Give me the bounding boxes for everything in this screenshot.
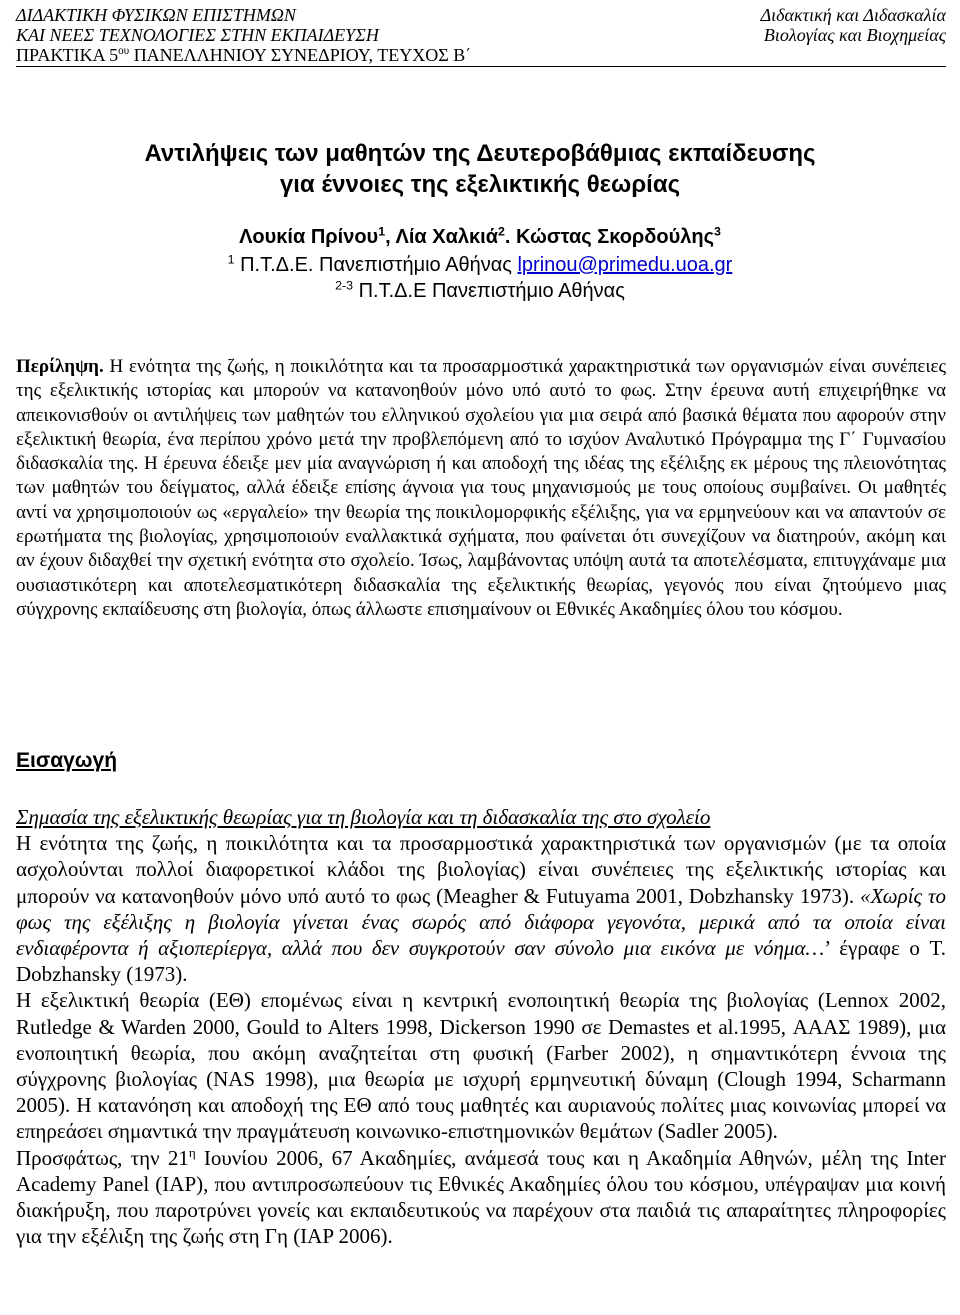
running-header <box>16 5 946 67</box>
author-list: Λουκία Πρίνου$^1$, Λία Χαλκιά$^2$. Κώστας Σκορδούλης$^3$ <box>239 224 721 248</box>
affiliation-1: $^1$ Π.Τ.Δ.Ε. Πανεπιστήμιο Αθήνας lprinou@primedu.uoa.gr <box>227 252 733 276</box>
abstract-label: Περίληψη. <box>16 356 104 377</box>
affiliation-2: $^{2-3}$ Π.Τ.Δ.Ε Πανεπιστήμιο Αθήνας <box>335 278 625 302</box>
section-heading-introduction: Εισαγωγή <box>16 749 118 772</box>
header-section-line-1: Διδακτική και Διδασκαλία <box>760 5 946 25</box>
header-line-1: ΔΙΔΑΚΤΙΚΗ ΦΥΣΙΚΩΝ ΕΠΙΣΤΗΜΩΝ <box>16 5 296 25</box>
header-section-info <box>761 5 946 45</box>
introduction-body <box>16 804 946 1249</box>
paragraph-2: Η εξελικτική θεωρία (ΕΘ) επομένως είναι η κεντρική ενοποιητική θεωρία της βιολογίας (Lennox 2002, Rutledge & Warden 2000, Gould to Alters 1998, Dickerson 1990 σε Demastes et al.1995, ΑΑΑΣ 1989), μια ενοποιητική θεωρία, που ακόμη αναζητείται στη φυσική (Farber 2002), η σημαντικότερη έννοια της σύγχρονης βιολογίας (NAS 1998), μια θεωρία με ισχυρή ερμηνευτική δύναμη (Clough 1994, Scharmann 2005). Η κατανόηση και αποδοχή της ΕΘ από τους μαθητές και αυριανούς πολίτες μιας κοινωνίας μπορεί να επηρεάσει σημαντικά την πραγμάτευση κοινωνικο-επιστημονικών θεμάτων (Sadler 2005). <box>16 988 946 1144</box>
dobzhansky-quote: «Χωρίς το φως της εξέλιξης η βιολογία γίνεται ένας σωρός από διάφορα γεγονότα, μερικά από τα οποία είναι ενδιαφέροντα ή αξιοπερίεργα, αλλά που δεν συγκροτούν σαν σύνολο μια εικόνα με νόημα… <box>16 883 946 961</box>
header-journal-info <box>16 5 471 65</box>
paragraph-3: Προσφάτως, την $21^\eta$ Ιουνίου 2006, 67 Ακαδημίες, ανάμεσά τους και η Ακαδημία Αθηνών, μέλη της Inter Academy Panel (IAP), που αντιπροσωπεύουν τις Εθνικές Ακαδημίες όλου του κόσμου, υπέγραψαν μια κοινή διακήρυξη, που παροτρύνει γονείς και εκπαιδευτικούς να παρέχουν στα παιδιά τις απαραίτητες πληροφορίες για την εξέλιξη της ζωής στη Γη (IAP 2006). <box>16 1144 946 1249</box>
title-line-1: Αντιλήψεις των μαθητών της Δευτεροβάθμιας εκπαίδευσης <box>144 140 816 167</box>
header-line-2: ΚΑΙ ΝΕΕΣ ΤΕΧΝΟΛΟΓΙΕΣ ΣΤΗΝ ΕΚΠΑΙΔΕΥΣΗ <box>16 25 379 45</box>
paper-title <box>0 138 960 200</box>
title-line-2: για έννοιες της εξελικτικής θεωρίας <box>279 171 681 198</box>
paragraph-1: Η ενότητα της ζωής, η ποικιλότητα και τα προσαρμοστικά χαρακτηριστικά των οργανισμών (με τα οποία ασχολούνται πολλοί διαφορετικοί κλάδοι της βιολογίας) είναι συνέπειες της εξελικτικής ιστορίας και μπορούν να κατανοηθούν μόνο υπό αυτό το φως (Meagher & Futuyama 2001, Dobzhansky 1973). «Χωρίς το φως της εξέλιξης η βιολογία γίνεται ένας σωρός από διάφορα γεγονότα, μερικά από τα οποία είναι ενδιαφέροντα ή αξιοπερίεργα, αλλά που δεν συγκροτούν σαν σύνολο μια εικόνα με νόημα…’ έγραφε ο T. Dobzhansky (1973). <box>16 831 946 987</box>
subsection-heading: Σημασία της εξελικτικής θεωρίας για τη βιολογία και τη διδασκαλία της στο σχολείο <box>16 805 711 829</box>
author-email-link[interactable]: lprinou@primedu.uoa.gr <box>517 254 733 276</box>
header-line-3: ΠΡΑΚΤΙΚΑ $5^{o\upsilon}$ ΠΑΝΕΛΛΗΝΙΟΥ ΣΥΝΕΔΡΙΟΥ, ΤΕΥΧΟΣ Β΄ <box>16 45 472 65</box>
abstract <box>16 355 946 622</box>
header-section-line-2: Βιολογίας και Βιοχημείας <box>763 25 946 45</box>
abstract-text: Η ενότητα της ζωής, η ποικιλότητα και τα προσαρμοστικά χαρακτηριστικά των οργανισμών είναι συνέπειες της εξελικτικής ιστορίας και μπορούν να κατανοηθούν μόνο υπό αυτό το φως. Στην έρευνα αυτή επιχειρήθηκε να απεικονισθούν οι αντιλήψεις των μαθητών του ελληνικού σχολείου για μια σειρά από βασικά θέματα που αφορούν στην εξελικτική θεωρία, ένα περίπου χρόνο μετά την προβλεπόμενη από το ισχύον Αναλυτικό Πρόγραμμα της Γ΄ Γυμνασίου διδασκαλία της. Η έρευνα έδειξε μεν μία αναγνώριση ή και αποδοχή της ιδέας της εξέλιξης εκ μέρους της πλειονότητας των μαθητών του δείγματος, αλλά έδειξε επίσης άγνοια για τους μηχανισμούς με τους οποίους συμβαίνει. Οι μαθητές αντί να χρησιμοποιούν ως «εργαλείο» την θεωρία της ποικιλομορφικής εξέλιξης, για να ερμηνεύουν και να απαντούν σε ερωτήματα της βιολογίας, χρησιμοποιούν εναλλακτικά σχήματα, που φαίνεται ότι συνεχίζουν να διατηρούν, ακόμη και αν έχουν διδαχθεί την σχετική ενότητα στο σχολείο. Ίσως, λαμβάνοντας υπόψη αυτά τα αποτελέσματα, επιτυγχάναμε μια ουσιαστικότερη και αποτελεσματικότερη διδασκαλία της εξελικτικής θεωρίας, γεγονός που είναι ζητούμενο μιας σύγχρονης εκπαίδευσης στη βιολογία, όπως άλλωστε επισημαίνουν οι Εθνικές Ακαδημίες όλου του κόσμου. <box>16 356 946 620</box>
